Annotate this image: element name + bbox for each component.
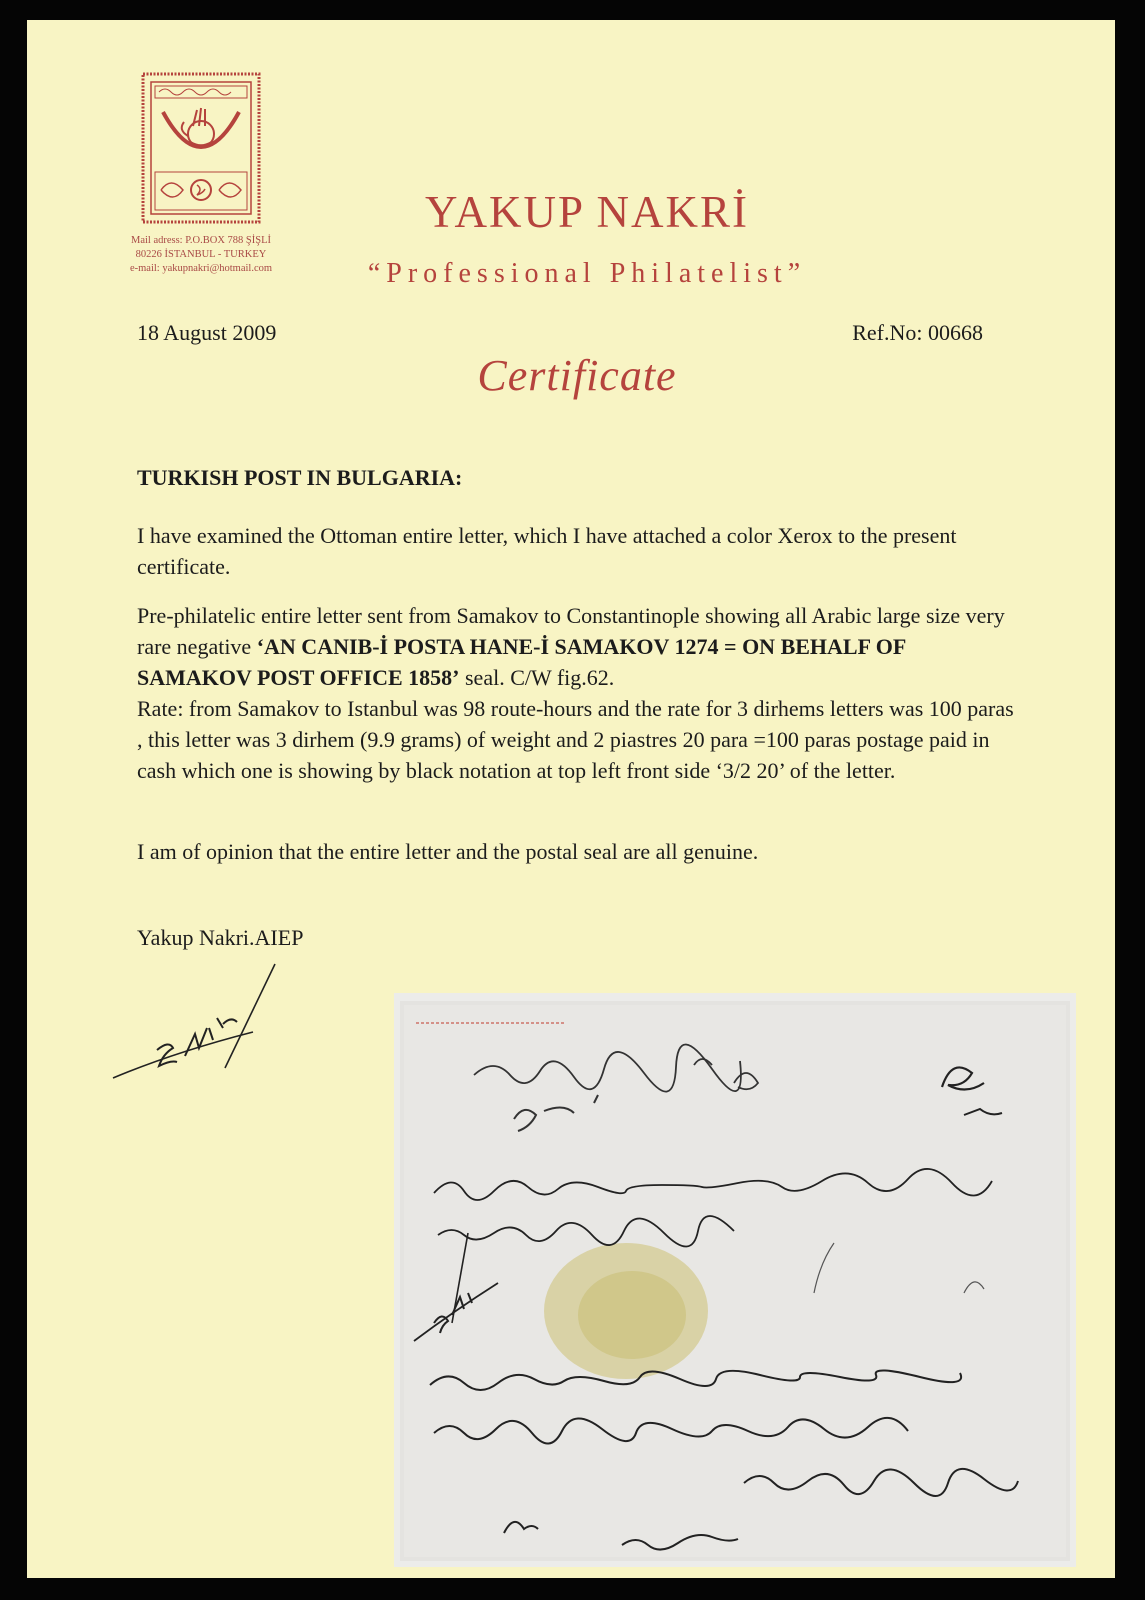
- mailing-address: [111, 234, 291, 276]
- brand-name: YAKUP NAKRİ: [424, 187, 750, 237]
- reference-number: Ref.No: 00668: [852, 320, 983, 345]
- tughra-seal-logo: [141, 72, 261, 224]
- brand-tagline: “Professional Philatelist”: [367, 258, 807, 289]
- rate-description: Rate: from Samakov to Istanbul was 98 route-hours and the rate for 3 dirhems letters was 100 paras , this letter was 3 dirhem (9.9 grams) of weight and 2 piastres 20 para =100 paras postage paid in cash which one is showing by black notation at top left front side ‘3/2 20’ of the letter.: [137, 696, 1014, 783]
- certificate-date: 18 August 2009: [137, 320, 277, 345]
- seal-inscription: ‘AN CANIB-İ POSTA HANE-İ SAMAKOV 1274 = ON BEHALF OF SAMAKOV POST OFFICE 1858’: [137, 634, 906, 690]
- paragraph-description: [137, 600, 1017, 786]
- certificate-sheet: [27, 20, 1115, 1578]
- certificate-title: Certificate: [477, 351, 677, 400]
- description-intro: Pre-philatelic entire letter sent from Samakov to Constantinople showing all Arabic large size very rare negative: [137, 603, 1005, 659]
- paragraph-opinion: I am of opinion that the entire letter and the postal seal are all genuine.: [137, 839, 759, 864]
- signatory-name: Yakup Nakri.AIEP: [137, 925, 304, 950]
- address-line: Mail adress: P.O.BOX 788 ŞİŞLİ: [130, 235, 271, 246]
- handwritten-signature: [105, 960, 305, 1100]
- address-line-email: e-mail: yakupnakri@hotmail.com: [129, 263, 273, 274]
- paragraph-examination: I have examined the Ottoman entire letter, which I have attached a color Xerox to the present certificate.: [137, 523, 957, 579]
- description-tail: seal. C/W fig.62.: [459, 665, 615, 690]
- address-line: 80226 İSTANBUL - TURKEY: [135, 249, 267, 260]
- section-heading: TURKISH POST IN BULGARIA:: [137, 465, 463, 490]
- attached-letter-image: [394, 993, 1076, 1567]
